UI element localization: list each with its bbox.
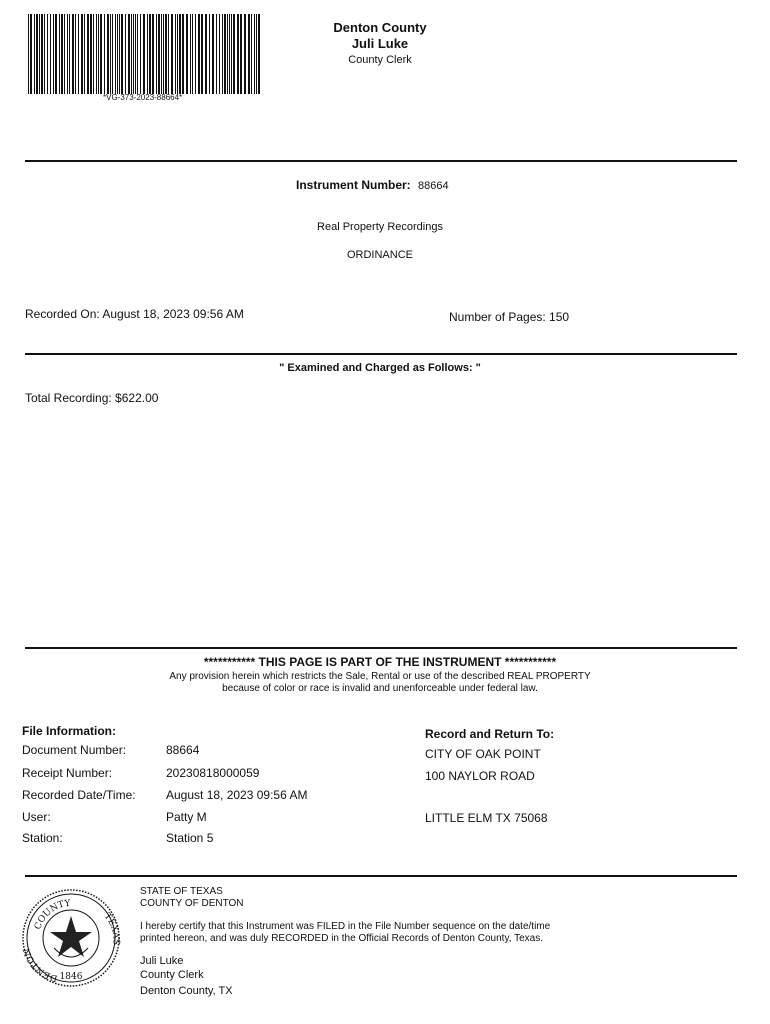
barcode-bar xyxy=(224,14,226,94)
barcode-bar xyxy=(55,14,57,94)
barcode-bar xyxy=(110,14,111,94)
barcode-bar xyxy=(125,14,126,94)
examined-heading: " Examined and Charged as Follows: " xyxy=(279,362,481,374)
barcode-bar xyxy=(175,14,176,94)
file-info-label: Station: xyxy=(22,831,63,845)
barcode-bar xyxy=(30,14,32,94)
barcode-bar xyxy=(165,14,167,94)
barcode-bar xyxy=(96,14,97,94)
return-to-line: LITTLE ELM TX 75068 xyxy=(425,811,548,825)
file-info-label: User: xyxy=(22,810,51,824)
barcode-bar xyxy=(147,14,148,94)
barcode-bar xyxy=(237,14,239,94)
return-to-line: 100 NAYLOR ROAD xyxy=(425,769,535,783)
barcode-bar xyxy=(34,14,35,94)
file-info-label: Document Number: xyxy=(22,743,127,757)
county-name: Denton County xyxy=(333,20,427,35)
file-info-label: Receipt Number: xyxy=(22,766,113,780)
barcode-bar xyxy=(93,14,94,94)
barcode-bar xyxy=(87,14,89,94)
seal-year: 1846 xyxy=(59,972,83,982)
barcode-bar xyxy=(59,14,60,94)
cert-county: COUNTY OF DENTON xyxy=(140,898,244,909)
divider xyxy=(25,160,737,162)
barcode-bar xyxy=(186,14,188,94)
barcode-bar xyxy=(256,14,257,94)
barcode-bar xyxy=(41,14,43,94)
document-type: ORDINANCE xyxy=(346,249,413,261)
svg-text:TEXAS xyxy=(102,912,121,946)
barcode-bar xyxy=(133,14,134,94)
barcode-text: *VG-373-2023-88664* xyxy=(103,93,183,102)
divider xyxy=(25,353,737,355)
instrument-number xyxy=(296,178,449,192)
barcode-bar xyxy=(209,14,210,94)
barcode-bar xyxy=(140,14,141,94)
barcode-bar xyxy=(195,14,196,94)
barcode-bar xyxy=(163,14,164,94)
barcode-bar xyxy=(161,14,162,94)
barcode-bar xyxy=(251,14,252,94)
barcode-bar xyxy=(81,14,83,94)
svg-text:COUNTY xyxy=(33,899,72,931)
clerk-name: Juli Luke xyxy=(351,36,409,51)
barcode-bar xyxy=(107,14,109,94)
notice-title: *********** THIS PAGE IS PART OF THE INSTRUMENT *********** xyxy=(203,655,557,669)
barcode-bar xyxy=(179,14,181,94)
seal-text-top: COUNTY xyxy=(33,898,72,932)
barcode-bar xyxy=(67,14,68,94)
barcode-bar xyxy=(50,14,51,94)
barcode-bar xyxy=(121,14,123,94)
barcode-bar xyxy=(149,14,151,94)
barcode-bar xyxy=(205,14,207,94)
instrument-number-value: 88664 xyxy=(418,180,449,192)
barcode-bar xyxy=(131,14,132,94)
clerk-title: County Clerk xyxy=(348,54,412,66)
barcode-bar xyxy=(78,14,79,94)
barcode-bar xyxy=(98,14,99,94)
barcode-bar xyxy=(190,14,191,94)
barcode-bar xyxy=(104,14,105,94)
notice-line2: because of color or race is invalid and unenforceable under federal law. xyxy=(222,683,538,694)
barcode-bar xyxy=(28,14,29,94)
barcode-bar xyxy=(219,14,220,94)
barcode-bar xyxy=(177,14,178,94)
barcode-bar xyxy=(192,14,193,94)
file-info-label: Recorded Date/Time: xyxy=(22,788,136,802)
barcode-bar xyxy=(44,14,45,94)
recorded-on: Recorded On: August 18, 2023 09:56 AM xyxy=(25,307,244,321)
barcode-bar xyxy=(212,14,214,94)
barcode-bar xyxy=(227,14,228,94)
barcode-bar xyxy=(36,14,38,94)
svg-text:DENTON xyxy=(22,947,59,983)
cert-text: I hereby certify that this Instrument was FILED in the File Number sequence on the date/time xyxy=(140,921,551,932)
barcode-bar xyxy=(201,14,203,94)
return-to-line: CITY OF OAK POINT xyxy=(425,747,541,761)
barcode-bar xyxy=(244,14,246,94)
barcode xyxy=(28,14,260,94)
barcode-bar xyxy=(222,14,223,94)
divider xyxy=(25,875,737,877)
barcode-bar xyxy=(135,14,136,94)
barcode-bar xyxy=(216,14,217,94)
cert-state: STATE OF TEXAS xyxy=(140,886,223,897)
file-info-value: 88664 xyxy=(166,743,200,757)
barcode-bar xyxy=(171,14,173,94)
barcode-bar xyxy=(258,14,260,94)
barcode-bar xyxy=(112,14,113,94)
number-of-pages: Number of Pages: 150 xyxy=(449,310,570,324)
cert-text: printed hereon, and was duly RECORDED in the Official Records of Denton County, Texas. xyxy=(140,933,543,944)
barcode-bar xyxy=(240,14,242,94)
cert-signature-title: County Clerk xyxy=(140,969,204,981)
total-recording: Total Recording: $622.00 xyxy=(25,391,159,405)
barcode-bar xyxy=(69,14,70,94)
barcode-bar xyxy=(115,14,116,94)
county-seal xyxy=(18,886,124,990)
barcode-bar xyxy=(72,14,74,94)
barcode-bar xyxy=(248,14,250,94)
barcode-bar xyxy=(61,14,63,94)
barcode-bar xyxy=(168,14,169,94)
barcode-bar xyxy=(198,14,200,94)
barcode-bar xyxy=(100,14,102,94)
file-info-value: August 18, 2023 09:56 AM xyxy=(166,788,308,802)
barcode-bar xyxy=(156,14,157,94)
barcode-bar xyxy=(137,14,138,94)
barcode-bar xyxy=(64,14,65,94)
file-info-value: 20230818000059 xyxy=(166,766,260,780)
file-info-value: Station 5 xyxy=(166,831,214,845)
barcode-bar xyxy=(47,14,48,94)
seal-text-left: DENTON xyxy=(22,946,59,983)
notice-line1: Any provision herein which restricts the Sale, Rental or use of the described REAL PROPERTY xyxy=(169,671,591,682)
barcode-bar xyxy=(119,14,120,94)
divider xyxy=(25,647,737,649)
barcode-bar xyxy=(39,14,40,94)
barcode-bar xyxy=(152,14,154,94)
barcode-bar xyxy=(143,14,145,94)
instrument-number-label: Instrument Number: xyxy=(296,178,411,192)
barcode-bar xyxy=(128,14,130,94)
barcode-bar xyxy=(53,14,54,94)
barcode-bar xyxy=(233,14,235,94)
file-info-value: Patty M xyxy=(166,810,207,824)
barcode-bar xyxy=(90,14,92,94)
barcode-bar xyxy=(231,14,232,94)
barcode-bar xyxy=(254,14,255,94)
cert-signature-county: Denton County, TX xyxy=(140,985,233,997)
barcode-bar xyxy=(158,14,160,94)
barcode-bar xyxy=(182,14,184,94)
barcode-bar xyxy=(75,14,76,94)
file-info-heading: File Information: xyxy=(22,724,116,738)
cert-signature-name: Juli Luke xyxy=(140,955,184,967)
seal-text-right: TEXAS xyxy=(101,911,121,946)
barcode-bar xyxy=(117,14,118,94)
barcode-bar xyxy=(229,14,230,94)
return-to-heading: Record and Return To: xyxy=(425,727,555,741)
barcode-bar xyxy=(84,14,85,94)
recording-type: Real Property Recordings xyxy=(317,221,443,233)
